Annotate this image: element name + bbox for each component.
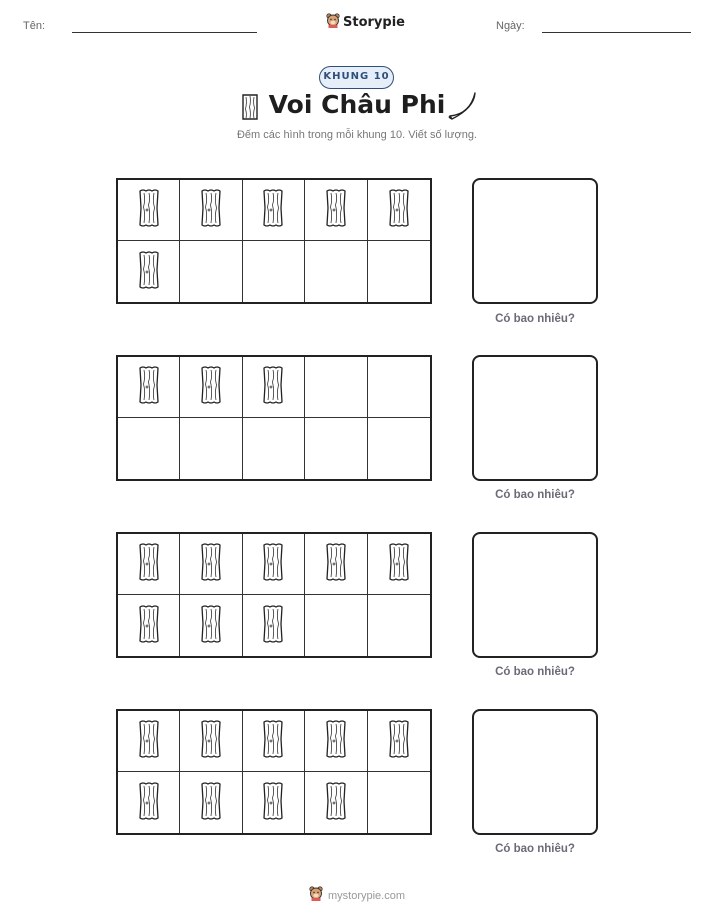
worksheet-badge: KHUNG 10 xyxy=(319,66,394,89)
name-label: Tên: xyxy=(23,20,46,32)
ten-frame-cell xyxy=(180,418,242,479)
instructions: Đếm các hình trong mỗi khung 10. Viết số lượng. xyxy=(236,129,477,141)
ten-frame-cell xyxy=(368,772,430,833)
ten-frame-cell xyxy=(368,241,430,302)
tree-log-icon xyxy=(137,781,161,825)
tree-log-icon xyxy=(137,188,161,232)
tree-log-icon xyxy=(261,719,285,763)
ten-frame-cell xyxy=(180,357,242,418)
tree-log-icon xyxy=(261,781,285,825)
tree-log-icon xyxy=(137,542,161,586)
ten-frame-cell xyxy=(368,534,430,595)
footer xyxy=(0,886,714,905)
ten-frame-cell xyxy=(180,595,242,656)
tree-log-icon xyxy=(137,604,161,648)
ten-frame-cell xyxy=(243,357,305,418)
ten-frame-cell xyxy=(118,357,180,418)
ten-frame-cell xyxy=(305,772,367,833)
page-title: Voi Châu Phi xyxy=(268,90,446,119)
tree-log-icon xyxy=(137,365,161,409)
ten-frame-cell xyxy=(305,711,367,772)
tree-log-icon xyxy=(387,542,411,586)
tusk-icon xyxy=(446,90,478,124)
ten-frame-cell xyxy=(180,180,242,241)
tree-log-icon xyxy=(387,188,411,232)
ten-frame-2 xyxy=(116,355,432,481)
ten-frame-cell xyxy=(305,418,367,479)
ten-frame-cell xyxy=(368,711,430,772)
bear-logo-icon xyxy=(326,13,340,32)
bear-logo-icon xyxy=(309,886,323,905)
name-line[interactable] xyxy=(72,32,257,33)
ten-frame-cell xyxy=(305,180,367,241)
ten-frame-cell xyxy=(118,595,180,656)
tree-log-icon xyxy=(324,188,348,232)
answer-label-3: Có bao nhiêu? xyxy=(495,666,575,678)
ten-frame-3 xyxy=(116,532,432,658)
tree-log-icon xyxy=(261,188,285,232)
tree-log-icon xyxy=(199,542,223,586)
ten-frame-cell xyxy=(368,418,430,479)
ten-frame-cell xyxy=(118,418,180,479)
tree-log-icon xyxy=(199,188,223,232)
tree-log-icon xyxy=(261,604,285,648)
answer-box-1[interactable] xyxy=(472,178,598,304)
answer-box-2[interactable] xyxy=(472,355,598,481)
ten-frame-cell xyxy=(368,595,430,656)
tree-log-icon xyxy=(324,719,348,763)
ten-frame-cell xyxy=(118,241,180,302)
tree-log-icon xyxy=(199,604,223,648)
ten-frame-cell xyxy=(305,595,367,656)
ten-frame-cell xyxy=(180,241,242,302)
ten-frame-cell xyxy=(243,418,305,479)
ten-frame-cell xyxy=(243,180,305,241)
date-line[interactable] xyxy=(542,32,691,33)
tree-log-icon xyxy=(324,542,348,586)
ten-frame-cell xyxy=(368,180,430,241)
answer-box-3[interactable] xyxy=(472,532,598,658)
answer-box-4[interactable] xyxy=(472,709,598,835)
tree-log-icon xyxy=(199,365,223,409)
tree-log-icon xyxy=(261,365,285,409)
ten-frame-cell xyxy=(118,180,180,241)
answer-label-4: Có bao nhiêu? xyxy=(495,843,575,855)
tree-log-icon xyxy=(199,719,223,763)
ten-frame-cell xyxy=(243,534,305,595)
tree-log-icon xyxy=(137,719,161,763)
tree-log-icon xyxy=(261,542,285,586)
ten-frame-cell xyxy=(368,357,430,418)
ten-frame-1 xyxy=(116,178,432,304)
ten-frame-4 xyxy=(116,709,432,835)
ten-frame-cell xyxy=(180,711,242,772)
ten-frame-cell xyxy=(305,241,367,302)
tree-log-icon xyxy=(387,719,411,763)
ten-frame-cell xyxy=(180,534,242,595)
ten-frame-cell xyxy=(118,772,180,833)
ten-frame-cell xyxy=(243,772,305,833)
date-label: Ngày: xyxy=(496,20,525,32)
answer-label-1: Có bao nhiêu? xyxy=(495,313,575,325)
ten-frame-cell xyxy=(118,711,180,772)
tree-log-icon xyxy=(199,781,223,825)
tree-log-icon xyxy=(324,781,348,825)
brand-logo xyxy=(326,13,405,32)
ten-frame-cell xyxy=(180,772,242,833)
answer-label-2: Có bao nhiêu? xyxy=(495,489,575,501)
brand-name: Storypie xyxy=(343,15,405,30)
ten-frame-cell xyxy=(118,534,180,595)
ten-frame-cell xyxy=(305,357,367,418)
ten-frame-cell xyxy=(243,241,305,302)
tree-log-icon xyxy=(137,250,161,294)
ten-frame-cell xyxy=(243,595,305,656)
ten-frame-cell xyxy=(243,711,305,772)
footer-url: mystorypie.com xyxy=(327,889,406,902)
ten-frame-cell xyxy=(305,534,367,595)
